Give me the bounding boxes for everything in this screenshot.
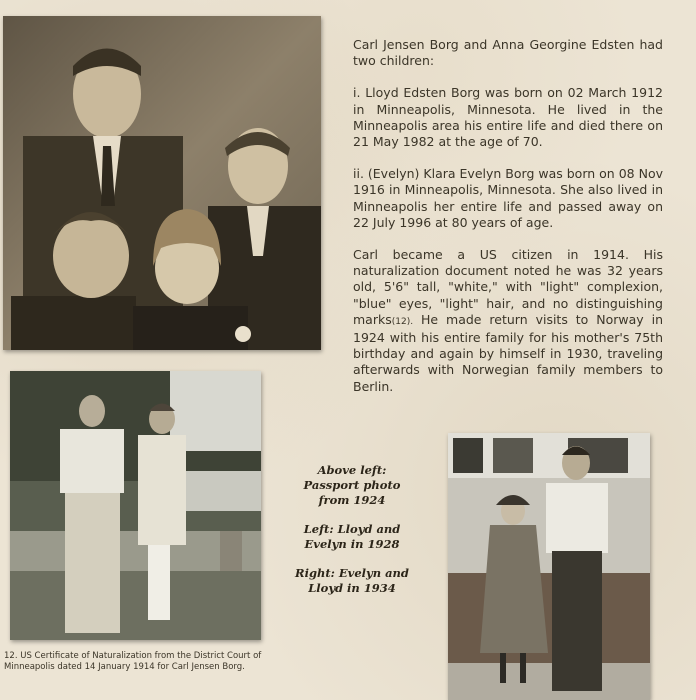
body-text [353,37,663,411]
caption-left: Left: Lloyd and Evelyn in 1928 [303,522,401,551]
citizenship-text-b: He made return visits to Norway in 1924 with his entire family for his mother's 75th birthday and again by himself in 1930, traveling afterwards with Norwegian family members to Berlin. [353,311,663,394]
citizenship-text-a: Carl became a US citizen in 1914. His naturalization document noted he was 32 years old, 5'6" tall, "white," with "light" complexion, "blue" eyes, "light" hair, and no distinguishing marks [353,247,663,327]
footnote: 12. US Certificate of Naturalization from the District Court of Minneapolis dated 14 January 1914 for Carl Jensen Borg. [4,651,262,672]
lloyd-evelyn-1928-photo [10,371,261,640]
family-passport-photo [3,16,321,350]
caption-right: Right: Evelyn and Lloyd in 1934 [295,566,409,595]
paragraph-evelyn: ii. (Evelyn) Klara Evelyn Borg was born on 08 Nov 1916 in Minneapolis, Minnesota. She also lived in Minneapolis her entire life and passed away on 22 July 1996 at 80 years of age. [353,166,663,230]
paragraph-children-intro: Carl Jensen Borg and Anna Georgine Edsten had two children: [353,37,663,69]
paragraph-lloyd: i. Lloyd Edsten Borg was born on 02 March 1912 in Minneapolis, Minnesota. He lived in the Minneapolis area his entire life and died there on 21 May 1982 at the age of 70. [353,85,663,150]
evelyn-lloyd-1934-photo [448,433,650,700]
footnote-ref: (12). [391,316,414,327]
caption-above-left: Above left: Passport photo from 1924 [303,463,401,507]
photo-captions [292,463,412,610]
paragraph-citizenship [353,247,663,395]
